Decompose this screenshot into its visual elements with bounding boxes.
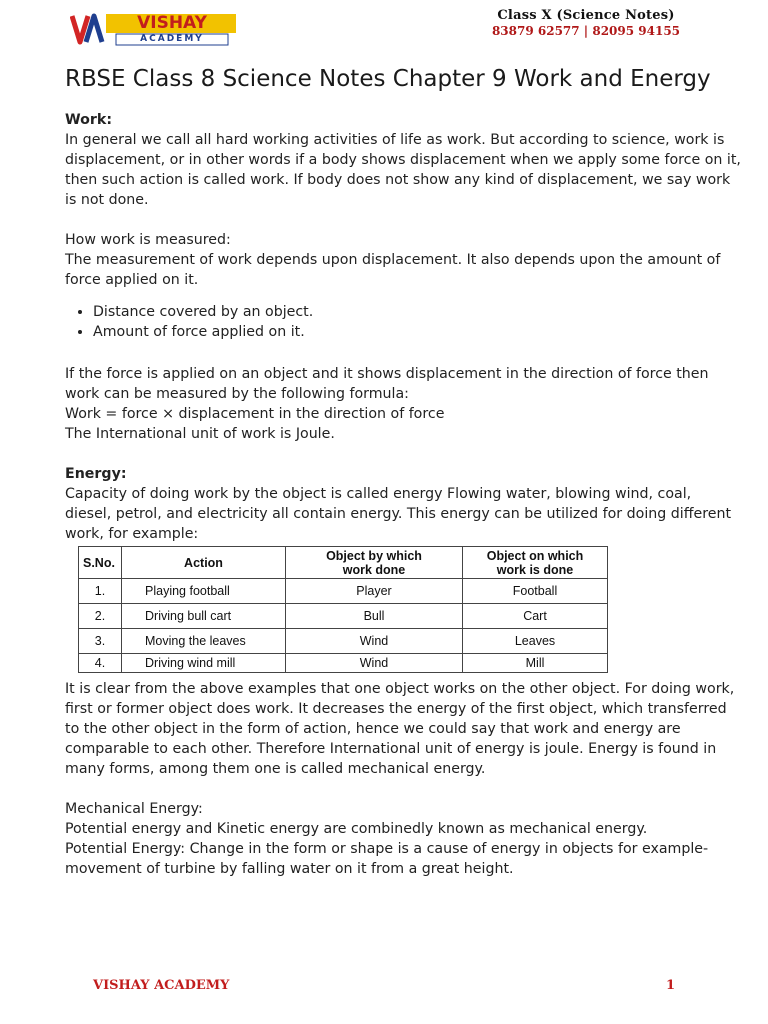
class-label: Class X (Science Notes): [497, 8, 675, 23]
header-object-on: [463, 547, 608, 579]
header-contact: [476, 8, 696, 38]
measure-bullet-list: [65, 302, 741, 342]
cell-object-on: Football: [463, 579, 608, 604]
potential-energy-paragraph: Potential Energy: Change in the form or shape is a cause of energy in objects for example-movement of turbine by falling water on it from a great height.: [65, 841, 709, 877]
work-formula: Work = force × displacement in the direction of force: [65, 406, 445, 422]
list-item: • Distance covered by an object.: [93, 302, 741, 322]
cell-action: Driving bull cart: [122, 604, 286, 629]
phone-numbers: 83879 62577 | 82095 94155: [491, 24, 681, 38]
cell-sno: 1.: [79, 579, 122, 604]
page-title: RBSE Class 8 Science Notes Chapter 9 Work and Energy: [65, 66, 711, 92]
energy-examples-table: [78, 546, 608, 673]
mechanical-paragraph: Potential energy and Kinetic energy are combinedly known as mechanical energy.: [65, 821, 648, 837]
cell-sno: 2.: [79, 604, 122, 629]
cell-sno: 4.: [79, 654, 122, 673]
header-action: Action: [122, 547, 286, 579]
measure-heading: How work is measured:: [65, 232, 231, 248]
table-row: [79, 604, 608, 629]
work-heading: Work:: [65, 112, 112, 128]
header-object-on-text: Object on which work is done: [486, 548, 584, 577]
table-header-row: [79, 547, 608, 579]
header-sno: S.No.: [79, 547, 122, 579]
work-paragraph: In general we call all hard working activities of life as work. But according to science, work is displacement, or in other words if a body shows displacement when we apply some force on it, then such action is called work. If body does not show any kind of displacement, we say work is not done.: [65, 132, 741, 208]
cell-object-by: Player: [286, 579, 463, 604]
energy-paragraph: Capacity of doing work by the object is called energy Flowing water, blowing wind, coal, diesel, petrol, and electricity all contain energy. This energy can be utilized for doing different work, for example:: [65, 486, 732, 542]
formula-intro: If the force is applied on an object and it shows displacement in the direction of force then work can be measured by the following formula:: [65, 366, 709, 402]
cell-action: Moving the leaves: [122, 629, 286, 654]
mechanical-heading: Mechanical Energy:: [65, 801, 203, 817]
document-body: [65, 64, 741, 879]
cell-action: Driving wind mill: [122, 654, 286, 673]
cell-object-by: Wind: [286, 629, 463, 654]
list-item: • Amount of force applied on it.: [93, 322, 741, 342]
header-object-by: [286, 547, 463, 579]
table-row: [79, 629, 608, 654]
cell-sno: 3.: [79, 629, 122, 654]
vishay-academy-logo: [70, 12, 238, 46]
cell-object-by: Bull: [286, 604, 463, 629]
footer-brand: VISHAY ACADEMY: [93, 978, 230, 993]
cell-object-on: Mill: [463, 654, 608, 673]
table-row: [79, 579, 608, 604]
page-number: 1: [666, 978, 676, 993]
work-unit: The International unit of work is Joule.: [65, 426, 335, 442]
cell-action: Playing football: [122, 579, 286, 604]
logo-text-academy: ACADEMY: [140, 34, 204, 44]
cell-object-on: Cart: [463, 604, 608, 629]
energy-heading: Energy:: [65, 466, 127, 482]
logo-text-vishay: VISHAY: [137, 13, 207, 33]
after-table-paragraph: It is clear from the above examples that one object works on the other object. For doing work, first or former object does work. It decreases the energy of the first object, which transferred to the other object in the form of action, hence we could say that work and energy are comparable to each other. Therefore International unit of energy is joule. Energy is found in many forms, among them one is called mechanical energy.: [65, 681, 735, 777]
measure-paragraph: The measurement of work depends upon displacement. It also depends upon the amount of force applied on it.: [65, 252, 721, 288]
header-object-by-text: Object by which work done: [326, 548, 422, 577]
cell-object-by: Wind: [286, 654, 463, 673]
cell-object-on: Leaves: [463, 629, 608, 654]
table-row: [79, 654, 608, 673]
